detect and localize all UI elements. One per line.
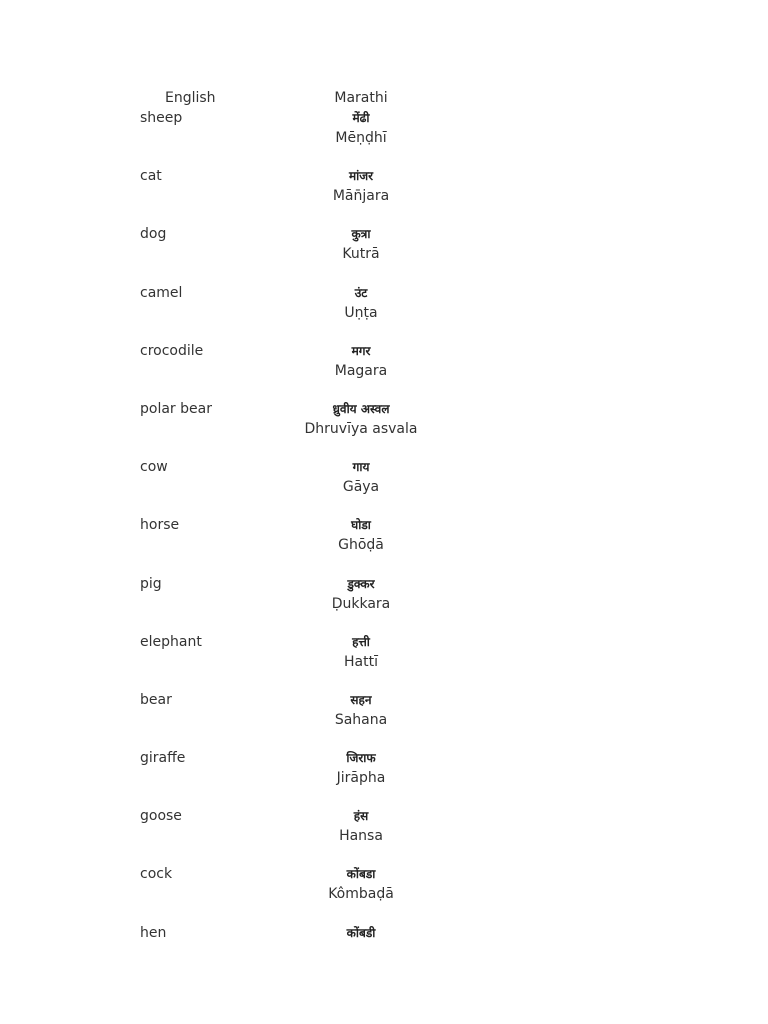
marathi-word: गाय [352,460,370,475]
transliteration: Mēṇḍhī [335,130,387,146]
transliteration: Gāya [342,479,380,496]
marathi-word: कोंबडा [346,867,376,882]
english-word: cock [140,866,173,883]
transliteration: Jirāpha [336,770,386,787]
marathi-word: जिराफ [346,751,376,766]
transliteration: Ghōḍā [338,537,384,554]
marathi-word: हत्ती [352,634,370,649]
marathi-word: घोडा [351,518,371,533]
column-header-english: English [165,90,216,106]
english-word: crocodile [140,342,204,359]
transliteration: Magara [334,362,388,379]
english-word: polar bear [140,400,212,417]
english-word: horse [140,517,180,534]
vocabulary-row [0,399,768,457]
transliteration: Sahana [334,711,388,728]
vocabulary-row [0,632,768,690]
english-word: hen [140,924,167,941]
english-word: goose [140,808,182,825]
vocabulary-row [0,108,768,166]
transliteration: Hattī [344,653,378,670]
marathi-word: हंस [353,809,369,824]
transliteration: Dhruvīya asvala [304,420,418,437]
vocabulary-row [0,923,768,981]
marathi-word: डुक्कर [347,576,375,591]
english-word: pig [140,575,162,592]
english-word: cat [140,168,162,185]
transliteration: Hansa [339,828,383,845]
english-word: bear [140,691,172,708]
english-word: giraffe [140,750,186,767]
marathi-word: मांजर [348,169,374,184]
marathi-word: उंट [354,285,368,300]
english-word: elephant [140,633,202,650]
column-header-marathi: Marathi [334,90,388,106]
marathi-word: सहन [350,692,372,707]
transliteration: Kômbaḍā [328,886,394,903]
marathi-word: मगर [351,343,371,358]
english-word: dog [140,226,167,243]
transliteration: Kutrā [342,246,380,263]
transliteration: Ḍukkara [331,595,391,612]
vocabulary-row [0,574,768,632]
vocabulary-row [0,341,768,399]
vocabulary-row [0,690,768,748]
marathi-word: ध्रुवीय अस्वल [332,401,390,416]
english-word: sheep [140,110,183,126]
marathi-word: कोंबडी [346,925,376,940]
marathi-word: कुत्रा [351,227,371,242]
vocabulary-row [0,224,768,282]
vocabulary-row [0,166,768,224]
vocabulary-row [0,806,768,864]
transliteration: Mān̄jara [332,188,390,205]
vocabulary-list [0,108,768,981]
vocabulary-row [0,457,768,515]
transliteration: Uṇṭa [344,304,378,321]
english-word: cow [140,459,168,476]
vocabulary-row [0,515,768,573]
vocabulary-row [0,864,768,922]
vocabulary-row [0,283,768,341]
english-word: camel [140,284,183,301]
vocabulary-row [0,748,768,806]
marathi-word: मेंढी [352,111,370,125]
